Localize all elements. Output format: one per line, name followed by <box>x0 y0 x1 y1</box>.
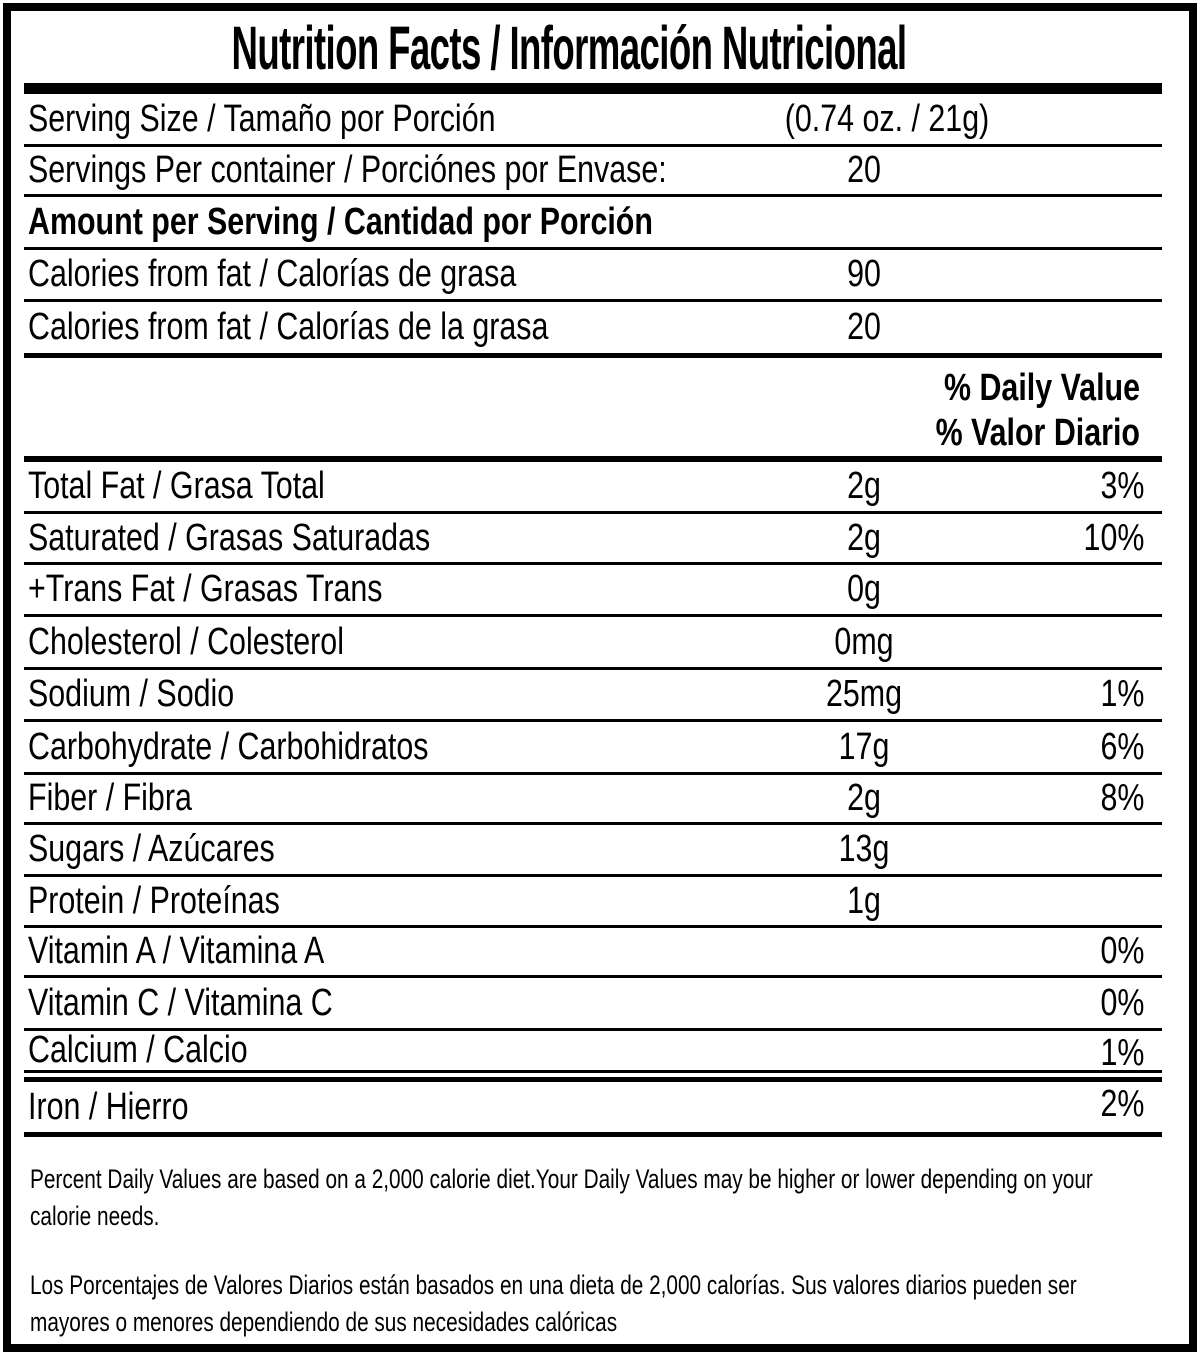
row-label: Calories from fat / Calorías de la grasa <box>28 306 549 348</box>
footnotes <box>30 1161 1189 1341</box>
row-sugars <box>24 825 1162 877</box>
row-label: Fiber / Fibra <box>28 777 192 819</box>
row-iron <box>24 1082 1162 1137</box>
row-label: Serving Size / Tamaño por Porción <box>28 97 496 140</box>
row-amount: 2g <box>847 777 881 819</box>
row-total-fat <box>24 462 1162 514</box>
row-label: Vitamin A / Vitamina A <box>28 930 325 972</box>
row-label: +Trans Fat / Grasas Trans <box>28 568 383 610</box>
row-amount: 25mg <box>825 673 903 715</box>
row-amount: (0.74 oz. / 21g) <box>784 97 990 140</box>
row-label: Servings Per container / Porciónes por Envase: <box>28 149 667 191</box>
row-label: Calcium / Calcio <box>28 1029 248 1071</box>
row-percent: 0% <box>1100 981 1145 1024</box>
row-amount: 17g <box>838 725 890 768</box>
row-percent: 6% <box>1100 725 1145 768</box>
row-label: Protein / Proteínas <box>28 879 280 922</box>
row-percent: 8% <box>1100 777 1145 819</box>
row-percent: 1% <box>1100 673 1145 715</box>
row-label: Total Fat / Grasa Total <box>28 465 325 507</box>
row-amount: 20 <box>847 149 881 191</box>
row-percent: 2% <box>1100 1083 1145 1125</box>
row-fiber <box>24 775 1162 825</box>
page-title: Nutrition Facts / Información Nutricional <box>231 14 907 82</box>
row-amount: 2g <box>847 516 881 559</box>
row-percent: 3% <box>1100 465 1145 507</box>
row-label: Carbohydrate / Carbohidratos <box>28 725 429 768</box>
row-percent: 1% <box>1100 1032 1145 1074</box>
row-trans-fat <box>24 565 1162 617</box>
row-saturated-fat <box>24 514 1162 565</box>
facts-table <box>24 94 1162 1137</box>
row-label: Sodium / Sodio <box>28 673 235 715</box>
row-serving-size <box>24 94 1162 147</box>
row-percent: 10% <box>1083 516 1145 559</box>
label-header <box>11 11 1189 83</box>
row-calories-from-fat-1 <box>24 250 1162 302</box>
row-amount-per-serving-header <box>24 197 1162 250</box>
row-vitamin-c <box>24 978 1162 1031</box>
double-rule-gap <box>24 1073 1162 1082</box>
section-header-label: Amount per Serving / Cantidad por Porción <box>28 200 653 243</box>
row-label: Saturated / Grasas Saturadas <box>28 516 431 559</box>
row-label: Iron / Hierro <box>28 1085 189 1128</box>
footnote-en: Percent Daily Values are based on a 2,000 calorie diet.Your Daily Values may be higher or lower depending on your calorie needs. <box>30 1164 1093 1231</box>
row-vitamin-a <box>24 928 1162 978</box>
row-calcium <box>24 1031 1162 1073</box>
row-amount: 2g <box>847 465 881 507</box>
row-protein <box>24 877 1162 928</box>
daily-value-en: % Daily Value <box>943 367 1140 409</box>
daily-value-es: % Valor Diario <box>935 412 1140 454</box>
row-amount: 0g <box>847 568 881 610</box>
row-amount: 90 <box>847 253 881 295</box>
row-label: Calories from fat / Calorías de grasa <box>28 253 517 295</box>
nutrition-label <box>3 3 1197 1352</box>
row-calories-from-fat-2 <box>24 302 1162 358</box>
row-amount: 0mg <box>834 620 894 663</box>
row-amount: 13g <box>838 828 890 870</box>
row-amount: 1g <box>847 879 881 922</box>
row-percent: 0% <box>1100 930 1145 972</box>
daily-value-header <box>24 358 1162 462</box>
row-amount: 20 <box>847 306 881 348</box>
row-cholesterol <box>24 617 1162 670</box>
row-label: Vitamin C / Vitamina C <box>28 981 333 1024</box>
row-sodium <box>24 670 1162 722</box>
row-servings-per-container <box>24 147 1162 197</box>
footnote-es: Los Porcentajes de Valores Diarios están basados en una dieta de 2,000 calorías. Sus valores diarios pueden ser mayores o menores dependiendo de sus necesidades calóricas <box>30 1270 1077 1337</box>
row-label: Cholesterol / Colesterol <box>28 620 344 663</box>
title-separator-bar <box>24 83 1162 94</box>
row-label: Sugars / Azúcares <box>28 828 275 870</box>
row-carbohydrate <box>24 722 1162 775</box>
